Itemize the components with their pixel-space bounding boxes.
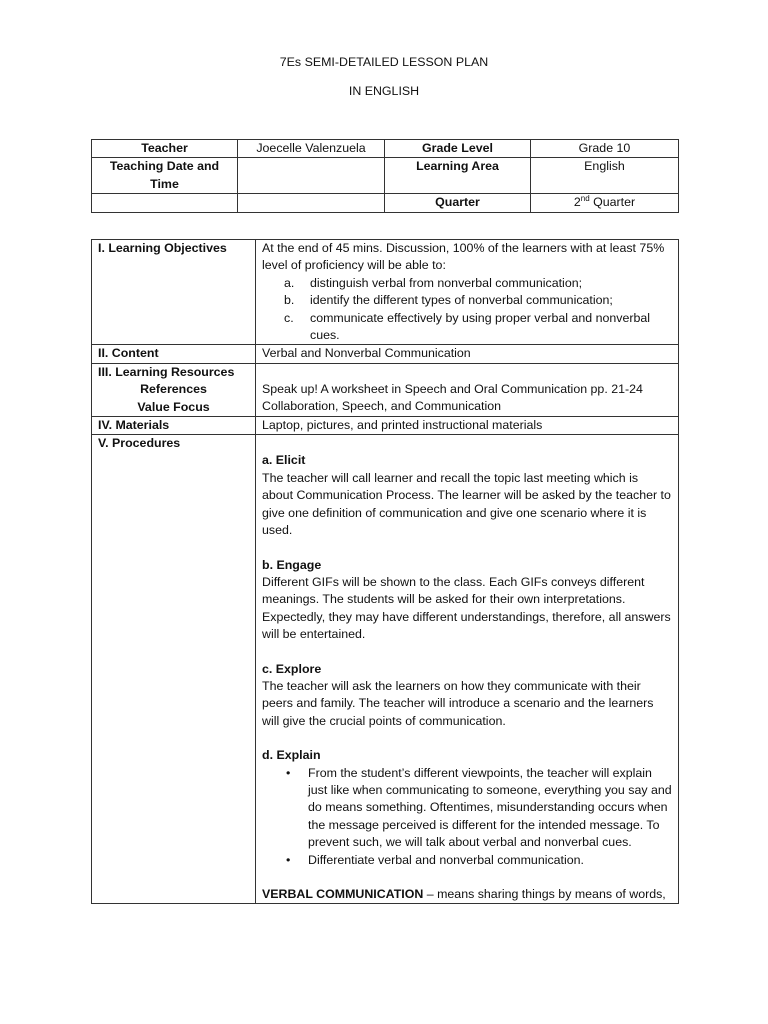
teaching-date-value	[238, 158, 385, 194]
teaching-date-label: Teaching Date and Time	[92, 158, 238, 194]
document-title: 7Es SEMI-DETAILED LESSON PLAN	[279, 55, 489, 69]
verbal-communication-text: – means sharing things by means of words,	[423, 887, 666, 901]
resources-values-cell	[256, 363, 679, 416]
teacher-value: Joecelle Valenzuela	[238, 140, 385, 158]
content-value: Verbal and Nonverbal Communication	[256, 345, 679, 363]
quarter-ordinal: nd	[580, 194, 590, 204]
objective-item: distinguish verbal from nonverbal communication;	[310, 275, 583, 290]
quarter-value	[531, 194, 679, 212]
document-subtitle: IN ENGLISH	[348, 84, 420, 98]
explore-text: The teacher will ask the learners on how they communicate with their peers and family. The teacher will introduce a scenario and the learners will give the crucial points of communication.	[262, 678, 654, 728]
procedures-label: V. Procedures	[92, 435, 256, 904]
value-focus-value: Collaboration, Speech, and Communication	[262, 399, 502, 414]
empty-cell	[92, 194, 238, 212]
elicit-text: The teacher will call learner and recall the topic last meeting which is about Communication Process. The learner will be asked by the teacher to give one definition of communication and give one scenario where it is used.	[262, 470, 671, 538]
explain-item: • Differentiate verbal and nonverbal communication.	[308, 852, 672, 869]
info-table	[91, 139, 679, 213]
quarter-label: Quarter	[385, 194, 531, 212]
objective-item: communicate effectively by using proper verbal and nonverbal cues.	[310, 310, 651, 343]
objectives-cell	[256, 240, 679, 345]
quarter-word: Quarter	[589, 195, 636, 210]
elicit-title: a. Elicit	[262, 453, 306, 468]
engage-title: b. Engage	[262, 557, 322, 572]
explain-list	[262, 765, 672, 869]
resources-label: III. Learning Resources	[98, 364, 235, 379]
resources-cell	[92, 363, 256, 416]
objectives-label: I. Learning Objectives	[92, 240, 256, 345]
learning-area-label: Learning Area	[385, 158, 531, 194]
value-focus-label: Value Focus	[137, 399, 210, 414]
explore-title: c. Explore	[262, 661, 322, 676]
lesson-plan-table	[91, 239, 679, 904]
verbal-communication-definition	[262, 886, 672, 903]
content-label: II. Content	[92, 345, 256, 363]
objectives-list	[262, 275, 672, 345]
learning-area-value: English	[531, 158, 679, 194]
materials-label: IV. Materials	[92, 417, 256, 435]
quarter-number: 2	[573, 195, 581, 210]
objectives-intro: At the end of 45 mins. Discussion, 100% of the learners with at least 75% level of proficiency will be able to:	[262, 241, 665, 273]
teacher-label: Teacher	[92, 140, 238, 158]
empty-cell	[238, 194, 385, 212]
procedures-cell	[256, 435, 679, 904]
engage-text: Different GIFs will be shown to the class. Each GIFs conveys different meanings. The students will be asked for their own interpretations. Expectedly, they may have different understandings, therefore, all answers will be entertained.	[262, 574, 671, 642]
explain-item: • From the student’s different viewpoints, the teacher will explain just like when communicating to someone, everything you say and do means something. Oftentimes, misunderstanding occurs when the message perceived is different for the intended message. To prevent such, we will talk about verbal and nonverbal cues.	[308, 765, 672, 852]
objective-item: identify the different types of nonverbal communication;	[310, 293, 613, 308]
materials-value: Laptop, pictures, and printed instructional materials	[256, 417, 679, 435]
grade-level-label: Grade Level	[385, 140, 531, 158]
grade-level-value: Grade 10	[531, 140, 679, 158]
references-label: References	[140, 382, 207, 397]
explain-title: d. Explain	[262, 748, 321, 763]
verbal-communication-term: VERBAL COMMUNICATION	[262, 887, 424, 901]
references-value: Speak up! A worksheet in Speech and Oral Communication pp. 21-24	[262, 381, 643, 396]
